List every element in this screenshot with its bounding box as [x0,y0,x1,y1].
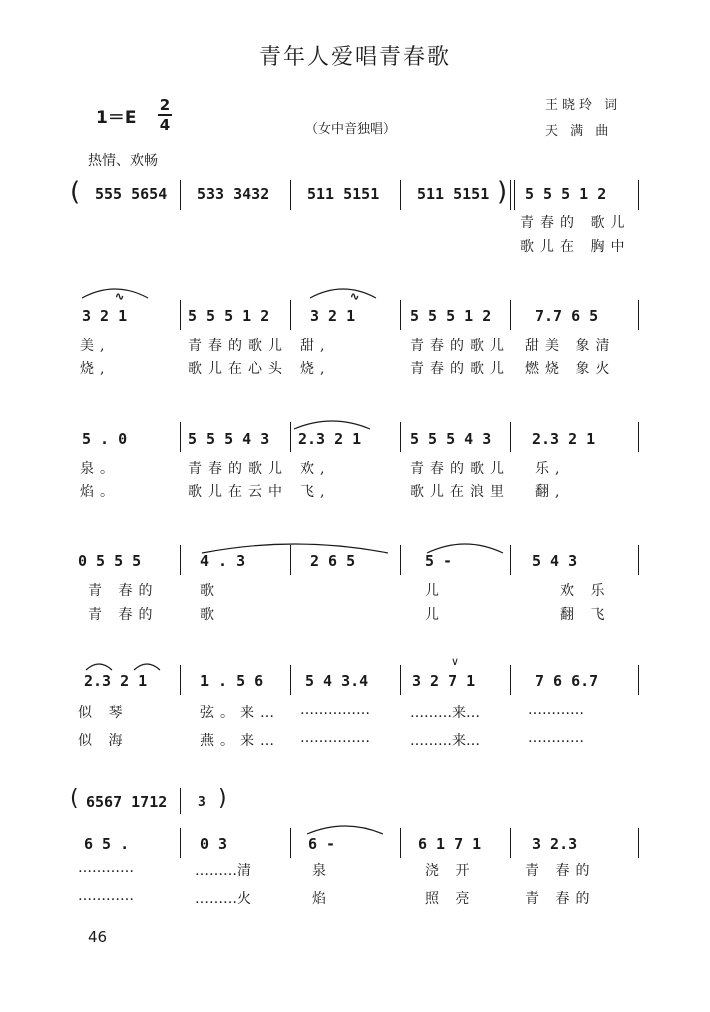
measure-3-2: 5 5 5 4 3 [188,430,270,448]
barline [638,665,639,695]
lyric: 儿 [425,607,445,623]
barline [290,300,291,330]
performance-note: （女中音独唱） [305,122,397,137]
measure-1-1: 555 5654 [95,185,168,203]
barline [400,828,401,858]
tempo-marking: 热情、欢畅 [88,153,158,169]
lyric: 甜, [300,338,331,354]
measure-2-4: 5 5 5 1 2 [410,307,492,325]
composer-credit: 天 满 曲 [545,124,613,139]
lyric: ………… [528,702,584,718]
lyric: 烧, [80,361,111,377]
lyric: 似 海 [78,733,129,749]
lyricist-credit: 王晓玲 词 [545,98,622,113]
lyric: ………火 [195,891,251,907]
measure-2-2: 5 5 5 1 2 [188,307,270,325]
lyric: 青春的歌儿 [188,461,288,477]
barline [638,180,639,210]
lyric: ………清 [195,863,251,879]
measure-3-4: 5 5 5 4 3 [410,430,492,448]
barline [290,545,291,575]
lyric: 燃烧 象火 [525,361,616,377]
barline [638,300,639,330]
lyric: 欢, [300,461,331,477]
measure-5-1: 2.3 2 1 [84,672,148,690]
barline [180,665,181,695]
lyric: …………… [300,702,370,718]
lyric: 儿 [425,583,445,599]
barline [510,300,511,330]
key-signature: 1＝E [96,108,137,128]
lyric: 青 春的 [525,863,596,879]
barline [180,828,181,858]
measure-6-1: 6 5 . [84,835,130,853]
close-paren: ) [218,786,227,811]
slur [308,280,378,300]
lyric: ………来… [410,705,480,721]
slur [84,658,114,672]
barline [510,422,511,452]
lyric: 青春的歌儿 [410,361,510,377]
barline [400,665,401,695]
lyric: 翻 飞 [560,607,611,623]
mordent-icon: ∿ [350,290,360,303]
lyric: 乐, [535,461,566,477]
lyric: 照 亮 [425,891,476,907]
barline [290,422,291,452]
lyric: ………… [78,860,134,876]
barline [638,422,639,452]
lyric: …………… [300,730,370,746]
lyric: 欢 乐 [560,583,611,599]
tie [305,818,385,836]
barline [510,545,511,575]
mordent-icon: ∿ [115,290,125,303]
barline [180,422,181,452]
barline [510,828,511,858]
lyric: 美, [80,338,111,354]
lyric: 翻, [535,484,566,500]
intro-bracket-notes: 6567 1712 [86,793,168,811]
lyric: 泉 [312,863,332,879]
barline [400,300,401,330]
barline [180,300,181,330]
lyric: 青 春的 [525,891,596,907]
measure-3-3: 2.3 2 1 [298,430,362,448]
lyrics-1-verse1: 青春的 歌儿 [520,215,631,231]
lyric: ………… [78,888,134,904]
measure-4-3: 2 6 5 [310,552,356,570]
barline [638,545,639,575]
lyric: ………来… [410,733,480,749]
measure-3-1: 5 . 0 [82,430,128,448]
time-bottom: 4 [159,116,171,134]
lyric: 青春的歌儿 [188,338,288,354]
barline [290,828,291,858]
song-title: 青年人爱唱青春歌 [258,45,451,70]
barline [510,665,511,695]
lyric: 焰 [312,891,332,907]
measure-4-4: 5 - [425,552,453,570]
page-number: 46 [88,928,108,946]
barline [514,180,515,210]
measure-6-2: 0 3 [200,835,228,853]
barline [290,180,291,210]
measure-1-5: 5 5 5 1 2 [525,185,607,203]
lyric: 青 春的 [88,583,159,599]
measure-2-3: 3 2 1 [310,307,356,325]
measure-1-2: 533 3432 [197,185,270,203]
measure-4-5: 5 4 3 [532,552,578,570]
lyric: ………… [528,730,584,746]
measure-6-4: 6 1 7 1 [418,835,482,853]
slur [132,658,162,672]
lyric: 焰。 [80,484,120,500]
lyrics-1-verse2: 歌儿在 胸中 [520,239,631,255]
barline [510,180,511,210]
barline [400,422,401,452]
measure-2-1: 3 2 1 [82,307,128,325]
measure-5-5: 7 6 6.7 [535,672,599,690]
measure-3-5: 2.3 2 1 [532,430,596,448]
lyric: 青 春的 [88,607,159,623]
lyric: 歌儿在心头 [188,361,288,377]
measure-5-2: 1 . 5 6 [200,672,264,690]
barline [180,788,181,814]
measure-1-3: 511 5151 [307,185,380,203]
measure-5-4: 3 2 7 1 [412,672,476,690]
lyric: 歌儿在浪里 [410,484,510,500]
lyric: 似 琴 [78,705,129,721]
lyric: 歌 [200,583,220,599]
lyric: 青春的歌儿 [410,338,510,354]
open-paren: ( [70,177,81,207]
lyric: 歌 [200,607,220,623]
lyric: 飞, [300,484,331,500]
barline [290,665,291,695]
lyric: 青春的歌儿 [410,461,510,477]
barline [638,828,639,858]
lyric: 歌儿在云中 [188,484,288,500]
measure-4-2: 4 . 3 [200,552,246,570]
measure-6-3: 6 - [308,835,336,853]
lyric: 浇 开 [425,863,476,879]
time-top: 2 [159,96,171,114]
time-signature [158,96,172,134]
measure-2-5: 7.7 6 5 [535,307,599,325]
barline [180,545,181,575]
barline [400,545,401,575]
measure-6-5: 3 2.3 [532,835,578,853]
lyric: 燕。来… [200,733,280,749]
barline [400,180,401,210]
measure-1-4: 511 5151 [417,185,490,203]
lyric: 弦。来… [200,705,280,721]
breath-mark-icon: ∨ [451,655,460,668]
barline [180,180,181,210]
slur [292,413,372,431]
lyric: 烧, [300,361,331,377]
close-paren: ) [497,177,508,207]
lyric: 甜美 象清 [525,338,616,354]
measure-5-3: 5 4 3.4 [305,672,369,690]
intro-bracket-end: 3 [198,795,206,810]
open-paren: ( [70,786,79,811]
lyric: 泉。 [80,461,120,477]
measure-4-1: 0 5 5 5 [78,552,142,570]
